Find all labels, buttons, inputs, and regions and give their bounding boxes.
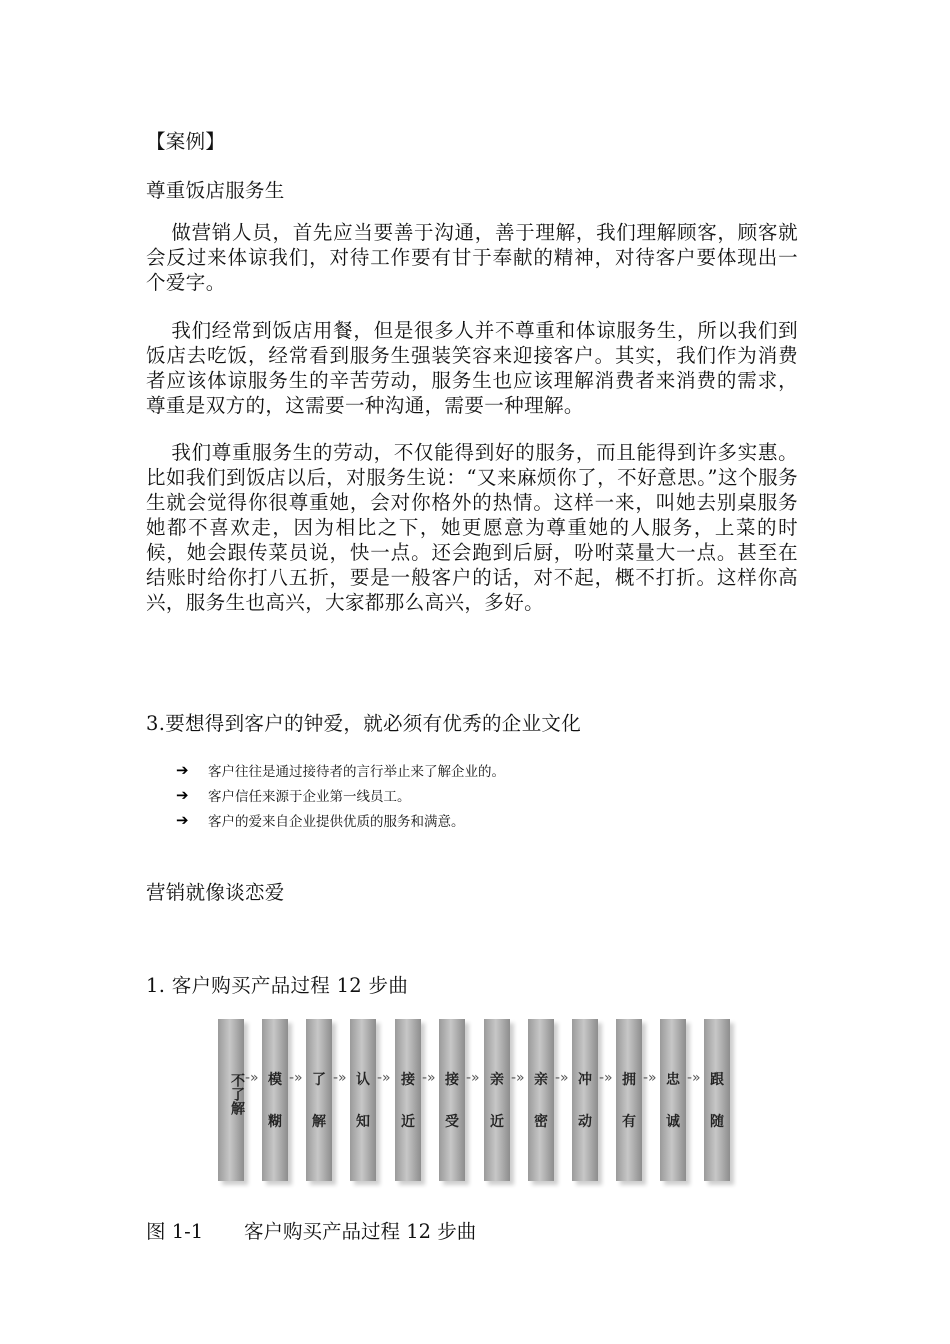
step-char: 跟 (710, 1072, 724, 1088)
step-char: 动 (578, 1114, 592, 1130)
step-11 (660, 1019, 686, 1181)
list-item (176, 807, 505, 832)
step-char: 近 (490, 1114, 504, 1130)
connector-arrow-icon: -» (466, 1070, 480, 1086)
connector-arrow-icon: -» (245, 1070, 259, 1086)
step-3 (306, 1019, 332, 1181)
step-char: 亲 (534, 1072, 548, 1088)
step-12 (704, 1019, 730, 1181)
connector-arrow-icon: -» (555, 1070, 569, 1086)
figure-caption-text: 客户购买产品过程 12 步曲 (244, 1220, 477, 1243)
bullet-text: 客户的爱来自企业提供优质的服务和满意。 (208, 813, 465, 830)
step-char: 受 (445, 1114, 459, 1130)
step-char: 了 (312, 1072, 326, 1088)
connector-arrow-icon: -» (333, 1070, 347, 1086)
step-7 (484, 1019, 510, 1181)
step-char: 知 (356, 1114, 370, 1130)
step-6 (439, 1019, 465, 1181)
step-char: 模 (268, 1072, 282, 1088)
connector-arrow-icon: -» (687, 1070, 701, 1086)
connector-arrow-icon: -» (511, 1070, 525, 1086)
step-char: 拥 (622, 1072, 636, 1088)
connector-arrow-icon: -» (599, 1070, 613, 1086)
step-label: 不了解 (229, 1073, 245, 1115)
step-8 (528, 1019, 554, 1181)
step-char: 忠 (666, 1072, 680, 1088)
step-char: 认 (356, 1072, 370, 1088)
case-title: 尊重饭店服务生 (146, 179, 285, 202)
steps-heading: 1. 客户购买产品过程 12 步曲 (146, 974, 409, 997)
step-char: 诚 (666, 1114, 680, 1130)
step-char: 密 (534, 1114, 548, 1130)
list-item (176, 757, 505, 782)
bullet-text: 客户往往是通过接待者的言行举止来了解企业的。 (208, 763, 505, 780)
step-char: 糊 (268, 1114, 282, 1130)
arrow-right-icon: ➔ (176, 810, 189, 829)
marketing-heading: 营销就像谈恋爱 (146, 881, 285, 904)
paragraph-3: 我们尊重服务生的劳动，不仅能得到好的服务，而且能得到许多实惠。比如我们到饭店以后，对服务生说：“又来麻烦你了，不好意思。”这个服务生就会觉得你很尊重她，会对你格外的热情。这样一来，叫她去别桌服务她都不喜欢走，因为相比之下，她更愿意为尊重她的人服务，上菜的时候，她会跟传菜员说，快一点。还会跑到后厨，吩咐菜量大一点。甚至在结账时给你打八五折，要是一般客户的话，对不起，概不打折。这样你高兴，服务生也高兴，大家都那么高兴，多好。 (146, 441, 798, 614)
bullet-text: 客户信任来源于企业第一线员工。 (208, 788, 411, 805)
paragraph-2: 我们经常到饭店用餐，但是很多人并不尊重和体谅服务生，所以我们到饭店去吃饭，经常看到服务生强装笑容来迎接客户。其实，我们作为消费者应该体谅服务生的辛苦劳动，服务生也应该理解消费者来消费的需求，尊重是双方的，这需要一种沟通，需要一种理解。 (146, 319, 798, 417)
connector-arrow-icon: -» (643, 1070, 657, 1086)
step-1 (218, 1019, 244, 1181)
step-char: 随 (710, 1114, 724, 1130)
step-char: 解 (312, 1114, 326, 1130)
connector-arrow-icon: -» (377, 1070, 391, 1086)
step-2 (262, 1019, 288, 1181)
arrow-right-icon: ➔ (176, 785, 189, 804)
step-char: 亲 (490, 1072, 504, 1088)
figure-caption (146, 1216, 476, 1244)
step-4 (350, 1019, 376, 1181)
step-char: 接 (401, 1072, 415, 1088)
step-char: 接 (445, 1072, 459, 1088)
case-label: 【案例】 (146, 130, 226, 153)
process-flow-figure (212, 1015, 740, 1185)
step-9 (572, 1019, 598, 1181)
section-3-heading: 3.要想得到客户的钟爱，就必须有优秀的企业文化 (146, 712, 582, 735)
connector-arrow-icon: -» (422, 1070, 436, 1086)
figure-number: 图 1-1 (146, 1220, 204, 1243)
paragraph-1: 做营销人员，首先应当要善于沟通，善于理解，我们理解顾客，顾客就会反过来体谅我们，对待工作要有甘于奉献的精神，对待客户要体现出一个爱字。 (146, 221, 798, 294)
arrow-right-icon: ➔ (176, 760, 189, 779)
bullet-list (176, 757, 505, 832)
connector-arrow-icon: -» (289, 1070, 303, 1086)
list-item (176, 782, 505, 807)
step-char: 有 (622, 1114, 636, 1130)
step-5 (395, 1019, 421, 1181)
step-char: 冲 (578, 1072, 592, 1088)
step-10 (616, 1019, 642, 1181)
step-char: 近 (401, 1114, 415, 1130)
